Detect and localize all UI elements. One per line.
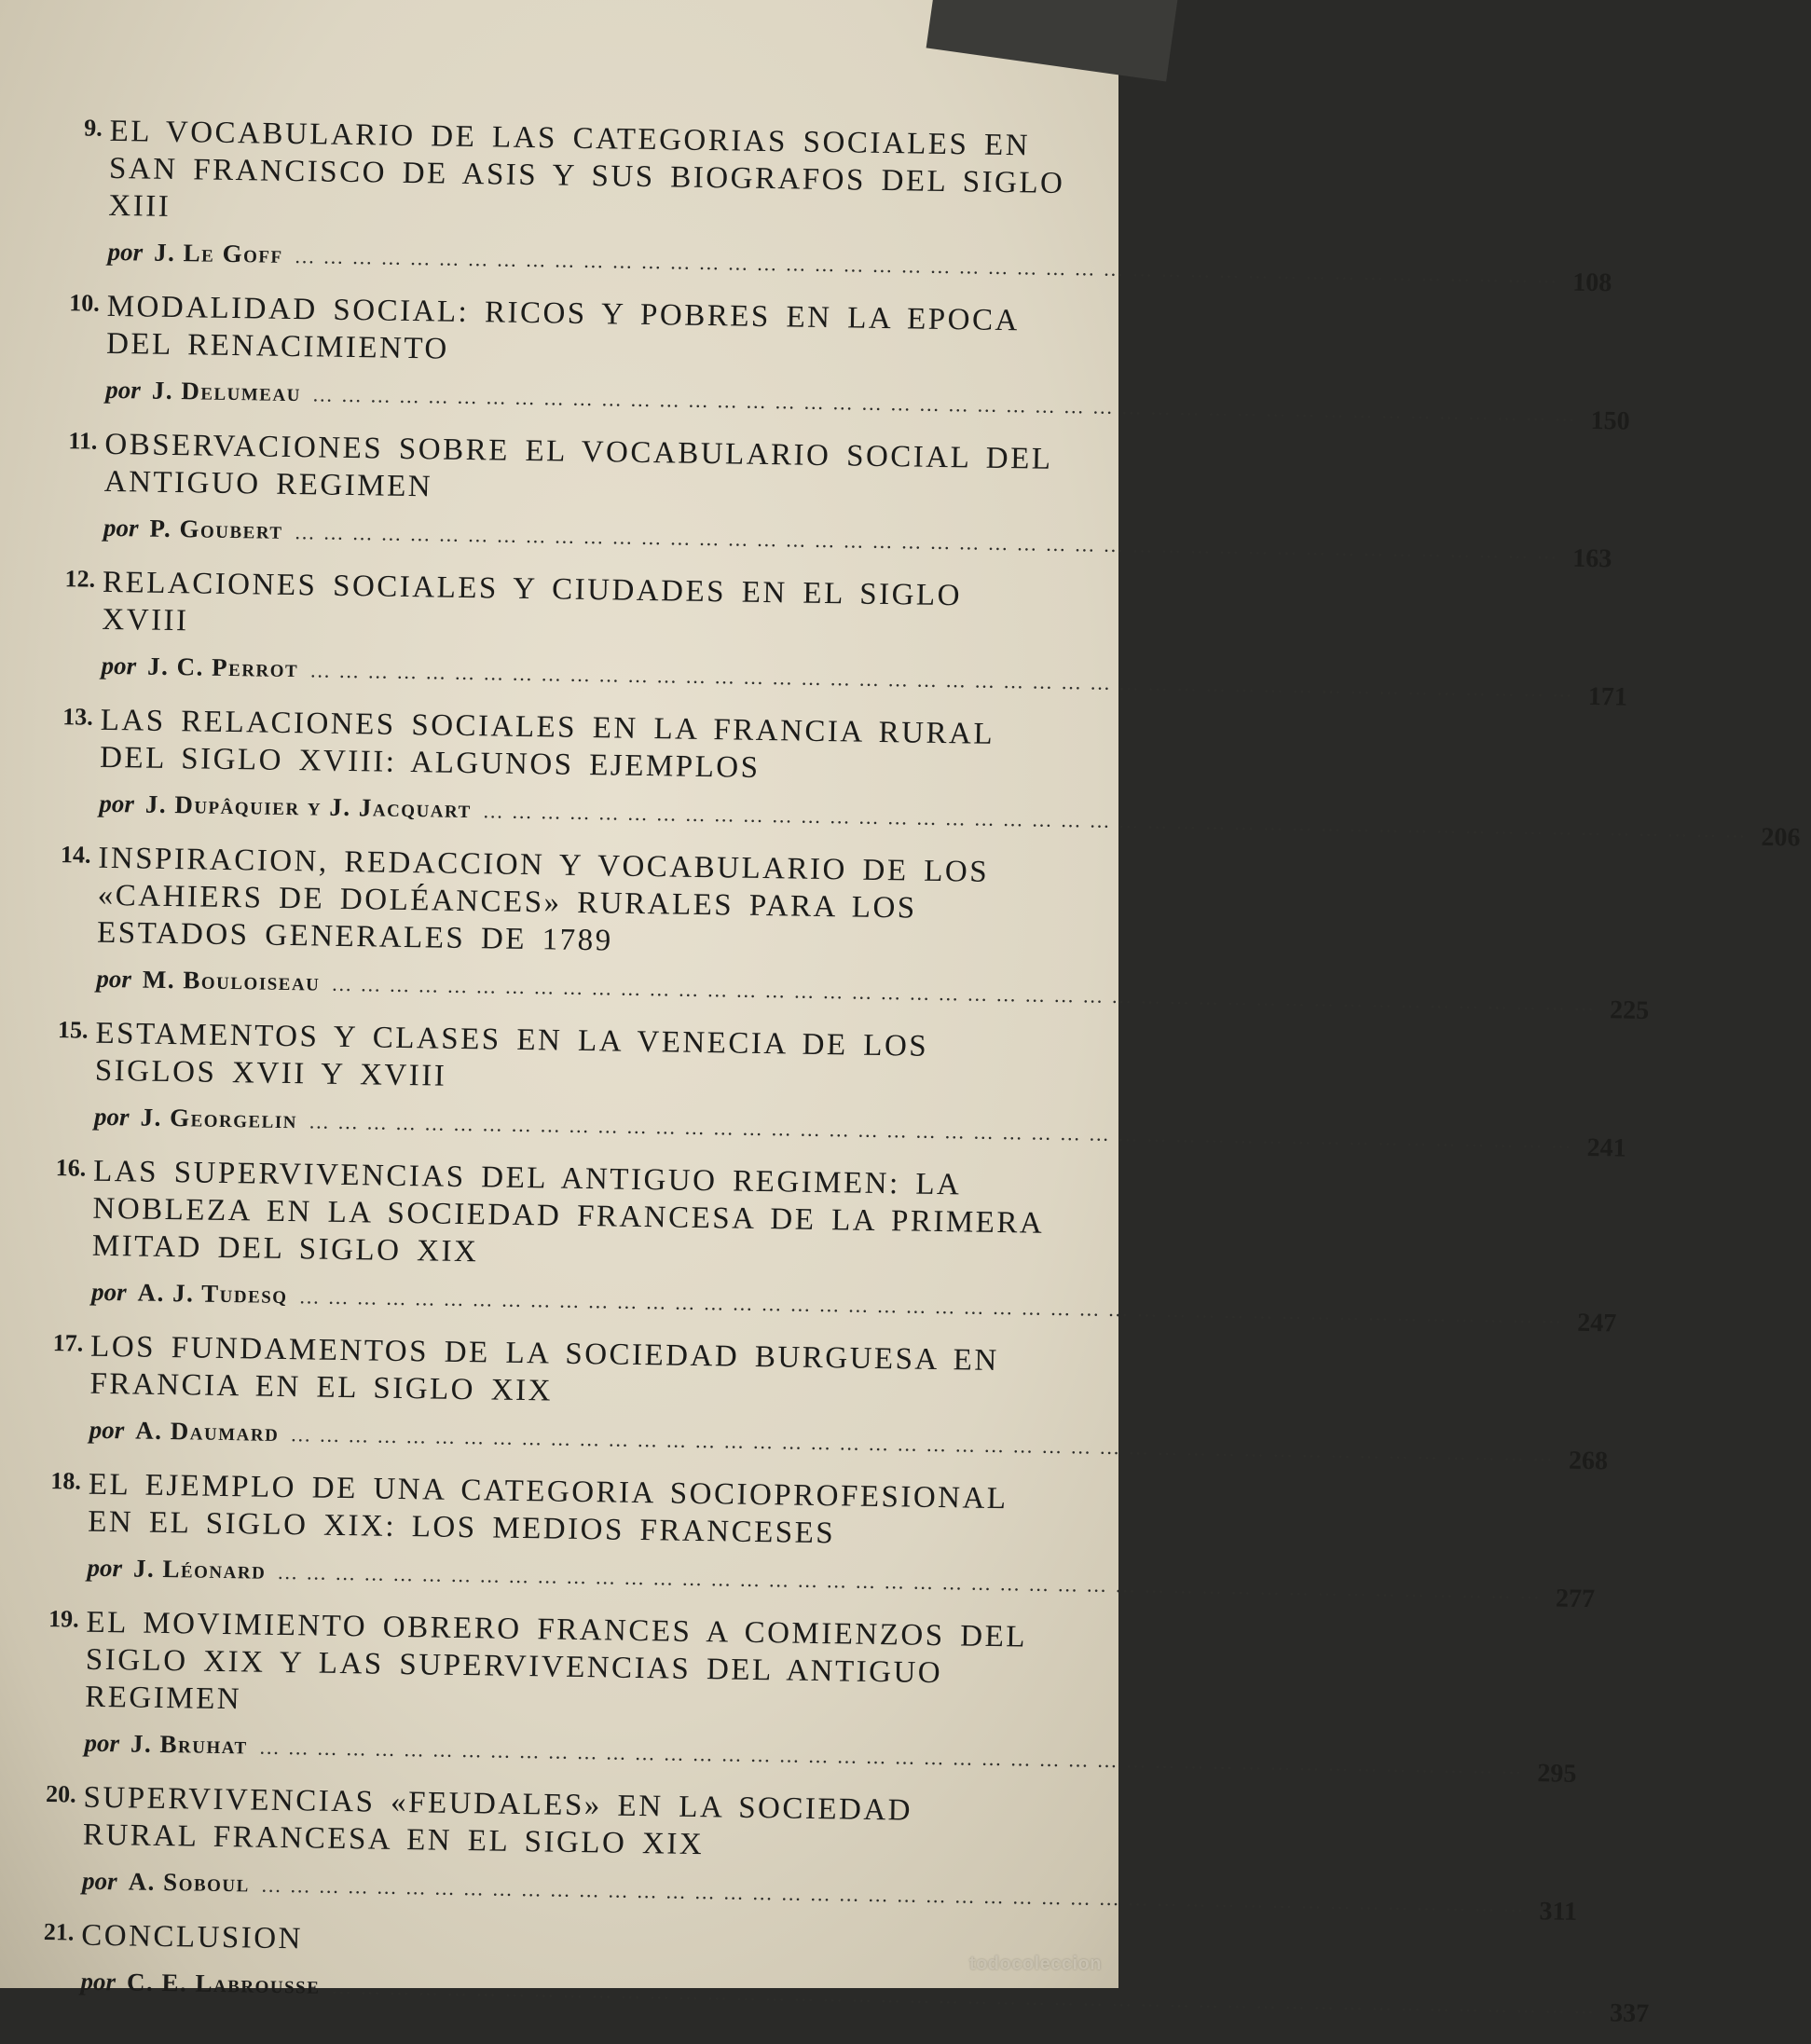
- entry-title: EL MOVIMIENTO OBRERO FRANCES A COMIENZOS DEL SIGLO XIX Y LAS SUPERVIVENCIAS DEL ANTIGUO REGIMEN: [85, 1605, 1027, 1717]
- toc-entry: [35, 1327, 1609, 1476]
- por-label: por: [89, 1415, 125, 1445]
- entry-page-number: 268: [1568, 1446, 1609, 1476]
- toc-entry: [51, 287, 1630, 436]
- entry-byline: [105, 375, 1630, 436]
- toc-entry: [40, 1014, 1626, 1163]
- entry-byline: [103, 513, 1612, 574]
- entry-page-number: 295: [1537, 1759, 1577, 1789]
- entry-author: J. Bruhat: [130, 1729, 248, 1760]
- entry-author: A. J. Tudesq: [137, 1278, 288, 1310]
- entry-author: J. Le Goff: [153, 238, 283, 268]
- leader-dots: [309, 658, 1581, 702]
- toc-entry: [33, 1465, 1596, 1614]
- entry-page-number: 108: [1572, 268, 1612, 298]
- por-label: por: [99, 789, 135, 818]
- entry-title: SUPERVIVENCIAS «FEUDALES» EN LA SOCIEDAD RURAL FRANCESA EN EL SIGLO XIX: [82, 1780, 913, 1862]
- entry-page-number: 150: [1590, 405, 1630, 436]
- entry-number: 16.: [55, 1154, 87, 1182]
- entry-number: 20.: [45, 1780, 76, 1808]
- toc-entry: [45, 701, 1801, 853]
- por-label: por: [80, 1967, 117, 1996]
- entry-title: INSPIRACION, REDACCION Y VOCABULARIO DE LOS «CAHIERS DE DOLÉANCES» RURALES PARA LOS ESTADOS GENERALES DE 1789: [96, 841, 990, 958]
- toc-entry: [26, 1916, 1650, 2029]
- entry-number: 21.: [43, 1918, 75, 1946]
- entry-title: LOS FUNDAMENTOS DE LA SOCIEDAD BURGUESA EN FRANCIA EN EL SIGLO XIX: [89, 1329, 999, 1408]
- entry-page-number: 225: [1609, 995, 1650, 1025]
- entry-page-number: 337: [1609, 1998, 1650, 2029]
- entry-title: OBSERVACIONES SOBRE EL VOCABULARIO SOCIAL DEL ANTIGUO REGIMEN: [103, 427, 1052, 504]
- entry-author: J. C. Perrot: [146, 652, 299, 683]
- toc-entry: [53, 112, 1612, 298]
- entry-author: J. Dupâquier y J. Jacquart: [144, 789, 473, 824]
- entry-page-number: 241: [1586, 1132, 1626, 1163]
- por-label: por: [81, 1866, 117, 1896]
- leader-dots: [298, 1284, 1570, 1328]
- leader-dots: [294, 520, 1565, 564]
- entry-byline: [93, 1102, 1626, 1163]
- entry-number: 9.: [84, 114, 103, 142]
- watermark: todocoleccion: [968, 1954, 1102, 1974]
- entry-author: P. Goubert: [149, 514, 283, 544]
- toc-entry: [37, 1152, 1617, 1338]
- leader-dots: [331, 972, 1602, 1016]
- leader-dots: [261, 1873, 1532, 1917]
- toc-entry: [42, 839, 1650, 1025]
- entry-number: 17.: [52, 1329, 84, 1357]
- table-of-contents: [26, 112, 1801, 2033]
- entry-byline: [101, 651, 1628, 712]
- entry-byline: [87, 1553, 1596, 1614]
- entry-byline: [80, 1967, 1650, 2029]
- toc-entry: [49, 425, 1612, 574]
- leader-dots: [258, 1735, 1530, 1779]
- leader-dots: [309, 1109, 1580, 1153]
- entry-number: 14.: [60, 841, 91, 869]
- entry-author: A. Daumard: [135, 1416, 280, 1447]
- entry-byline: [90, 1277, 1617, 1338]
- entry-title: MODALIDAD SOCIAL: RICOS Y POBRES EN LA EPOCA DEL RENACIMIENTO: [105, 289, 1019, 366]
- por-label: por: [101, 651, 137, 680]
- entry-title: LAS SUPERVIVENCIAS DEL ANTIGUO REGIMEN: LA NOBLEZA EN LA SOCIEDAD FRANCESA DE LA PRIMERA MITAD DEL SIGLO XIX: [91, 1154, 1043, 1269]
- entry-number: 13.: [62, 703, 94, 731]
- entry-title: RELACIONES SOCIALES Y CIUDADES EN EL SIGLO XVIII: [102, 565, 963, 638]
- leader-dots: [277, 1560, 1548, 1604]
- por-label: por: [87, 1553, 123, 1583]
- por-label: por: [90, 1277, 127, 1307]
- por-label: por: [96, 964, 132, 994]
- entry-byline: [84, 1728, 1577, 1789]
- entry-title: EL VOCABULARIO DE LAS CATEGORIAS SOCIALES EN SAN FRANCISCO DE ASIS Y SUS BIOGRAFOS DEL SIGLO XIII: [108, 114, 1065, 224]
- entry-title: LAS RELACIONES SOCIALES EN LA FRANCIA RURAL DEL SIGLO XVIII: ALGUNOS EJEMPLOS: [99, 703, 995, 785]
- entry-author: A. Soboul: [128, 1867, 251, 1898]
- por-label: por: [105, 375, 142, 405]
- entry-page-number: 206: [1761, 822, 1801, 853]
- entry-page-number: 171: [1587, 681, 1628, 712]
- leader-dots: [290, 1422, 1561, 1466]
- leader-dots: [483, 799, 1754, 843]
- entry-byline: [107, 237, 1612, 298]
- leader-dots: [312, 382, 1584, 426]
- entry-author: J. Léonard: [132, 1554, 267, 1584]
- entry-number: 15.: [57, 1016, 89, 1044]
- entry-author: C. E. Labrousse: [126, 1968, 321, 1999]
- background-corner: [926, 0, 1181, 82]
- toc-entry: [28, 1778, 1578, 1927]
- entry-page-number: 277: [1555, 1584, 1596, 1614]
- toc-entry: [30, 1603, 1577, 1789]
- entry-byline: [99, 789, 1801, 853]
- entry-title: CONCLUSION: [80, 1918, 304, 1956]
- leader-dots: [331, 1975, 1602, 2019]
- por-label: por: [93, 1102, 130, 1132]
- entry-page-number: 163: [1572, 543, 1612, 574]
- entry-number: 12.: [64, 565, 96, 593]
- entry-number: 11.: [68, 427, 98, 455]
- entry-byline: [81, 1866, 1578, 1927]
- leader-dots: [294, 244, 1565, 288]
- entry-author: M. Bouloiseau: [142, 965, 321, 996]
- entry-title: EL EJEMPLO DE UNA CATEGORIA SOCIOPROFESIONAL EN EL SIGLO XIX: LOS MEDIOS FRANCESES: [87, 1467, 1008, 1551]
- entry-page-number: 247: [1577, 1308, 1617, 1338]
- entry-byline: [89, 1415, 1609, 1476]
- entry-page-number: 311: [1539, 1897, 1578, 1927]
- entry-title: ESTAMENTOS Y CLASES EN LA VENECIA DE LOS SIGLOS XVII Y XVIII: [94, 1016, 929, 1093]
- entry-author: J. Delumeau: [151, 376, 302, 407]
- por-label: por: [103, 513, 139, 542]
- entry-byline: [96, 964, 1650, 1025]
- entry-number: 19.: [48, 1605, 79, 1633]
- toc-entry: [47, 563, 1628, 712]
- entry-number: 18.: [50, 1467, 82, 1495]
- por-label: por: [107, 237, 144, 267]
- entry-author: J. Georgelin: [140, 1103, 298, 1134]
- entry-number: 10.: [69, 289, 101, 317]
- por-label: por: [84, 1728, 120, 1758]
